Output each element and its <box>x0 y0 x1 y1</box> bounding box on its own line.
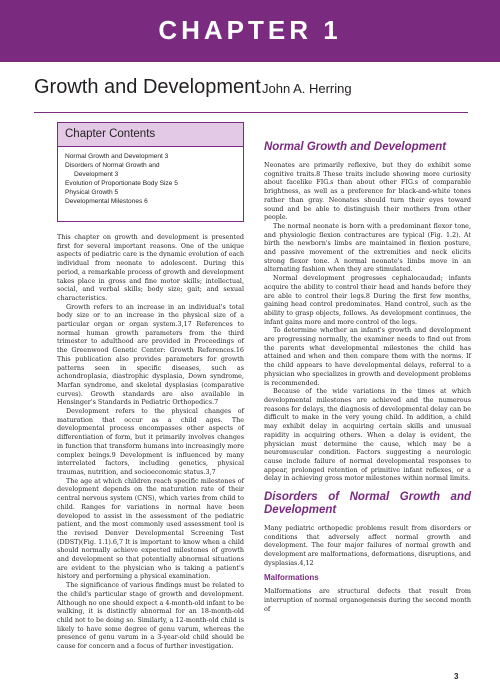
body-paragraph: Normal development progresses cephalocaudad; infants acquire the ability to control their head and hands before they are able to control their legs.8 During the first few months, gaining head control predominates. Hand control, such as the ability to grasp objects, follows. As development continues, the infant gains more and more control of the legs. <box>264 274 471 326</box>
page-number: 3 <box>454 672 459 681</box>
body-paragraph: Because of the wide variations in the times at which developmental milestones are achieved and the numerous reasons for delays, the diagnosis of developmental delay can be difficult to make in the very young child. In addition, a child may exhibit delay in acquiring certain skills and unusual rapidity in acquiring others. When a delay is evident, the physician must determine the cause, which may be a neuromuscular condition. Factors suggesting a neurologic cause include failure of normal developmental responses to appear, prolonged retention of primitive infant reflexes, or a delay in achieving gross motor milestones within normal limits. <box>264 387 471 483</box>
body-paragraph: To determine whether an infant's growth and development are progressing normally, the examiner needs to find out from the parents what developmental milestones the child has attained and when and then compare them with the norms. If the child appears to have developmental delays, referral to a physician who specializes in growth and development problems is recommended. <box>264 326 471 387</box>
right-column <box>264 141 471 613</box>
contents-heading: Chapter Contents <box>58 123 243 147</box>
chapter-contents-box <box>57 122 244 222</box>
body-paragraph: The significance of various findings must be related to the child's particular stage of growth and development. Although no one should expect a 4-month-old infant to be walking, it is distinctly abnormal for an 18-month-old child not to be doing so. Similarly, a 12-month-old child is likely to have some degree of genu varum, whereas the presence of genu varum in a 3-year-old child should be cause for concern and a focus of further investigation. <box>57 581 244 651</box>
body-paragraph: Neonates are primarily reflexive, but they do exhibit some cognitive traits.8 These traits include showing more curiosity about facelike FIG.s than about other FIG.s of comparable brightness, as well as a preference for black-and-white tones rather than gray. Neonates should turn their eyes toward sound and be able to distinguish their mothers from other people. <box>264 161 471 222</box>
author-name: John A. Herring <box>262 81 352 96</box>
title-rule <box>34 112 468 113</box>
chapter-label: CHAPTER 1 <box>158 15 342 45</box>
contents-item: Evolution of Proportionate Body Size 5 <box>65 180 178 187</box>
body-paragraph: Development refers to the physical changes of maturation that occur as a child ages. The developmental process encompasses other aspects of differentiation of form, but it primarily involves changes in function that transform humans into increasingly more complex beings.9 Development is influenced by many interrelated factors, including genetics, physical traumas, nutrition, and socioeconomic status.3,7 <box>57 407 244 476</box>
section-heading: Disorders of Normal Growth and Development <box>264 491 471 517</box>
subsection-heading: Malformations <box>264 572 319 582</box>
contents-item: Normal Growth and Development 3 <box>65 153 169 160</box>
chapter-banner <box>0 0 500 62</box>
left-column <box>57 233 244 651</box>
body-paragraph: This chapter on growth and development is presented first for several important reasons. One of the unique aspects of pediatric care is the dynamic evolution of each individual from neonate to adolescent. During this period, a remarkable process of growth and development takes place in gross and fine motor skills; intellectual, social, and verbal skills; body size; gait; and sexual characteristics. <box>57 233 244 302</box>
contents-item: Development 3 <box>74 171 119 178</box>
contents-item: Developmental Milestones 6 <box>65 198 148 205</box>
body-paragraph: Malformations are structural defects that result from interruption of normal organogenesis during the second month of <box>264 587 471 613</box>
body-paragraph: Growth refers to an increase in an individual's total body size or to an increase in the physical size of a particular organ or organ system.3,17 References to normal human growth parameters from the third trimester to adulthood are provided in Proceedings of the Greenwood Genetic Center: Growth References.16 This publication also provides parameters for growth patterns seen in specific diseases, such as achondroplasia, diastrophic dysplasia, Down syndrome, Marfan syndrome, and skeletal dysplasias (comparative curves). Growth standards are also available in Hensinger's Standards in Pediatric Orthopedics.7 <box>57 302 244 407</box>
contents-item: Disorders of Normal Growth and <box>65 162 160 169</box>
chapter-title: Growth and Development <box>34 76 261 98</box>
contents-list <box>58 147 243 211</box>
section-heading: Normal Growth and Development <box>264 141 447 153</box>
body-paragraph: The normal neonate is born with a predominant flexor tone, and physiologic flexion contractures are typical (Fig. 1.2). At birth the newborn's limbs are maintained in flexion posture, and passive movement of the extremities and neck elicits strong flexor tone. A normal neonate's limbs move in an alternating fashion when they are stimulated. <box>264 221 471 274</box>
contents-item: Physical Growth 5 <box>65 189 119 196</box>
body-paragraph: The age at which children reach specific milestones of development depends on the maturation rate of their central nervous system (CNS), which varies from child to child. Ranges for variations in normal have been developed to assist in the assessment of the pediatric patient, and the most commonly used assessment tool is the revised Denver Developmental Screening Test (DDST)(Fig. 1.1).6,7 It is important to know when a child should normally achieve expected milestones of growth and development so that potentially abnormal situations are evident to the physician who is taking a patient's history and performing a physical examination. <box>57 476 244 581</box>
body-paragraph: Many pediatric orthopedic problems result from disorders or conditions that adversely affect normal growth and development. The four major failures of normal growth and development are malformations, deformations, disruptions, and dysplasias.4,12 <box>264 524 471 567</box>
